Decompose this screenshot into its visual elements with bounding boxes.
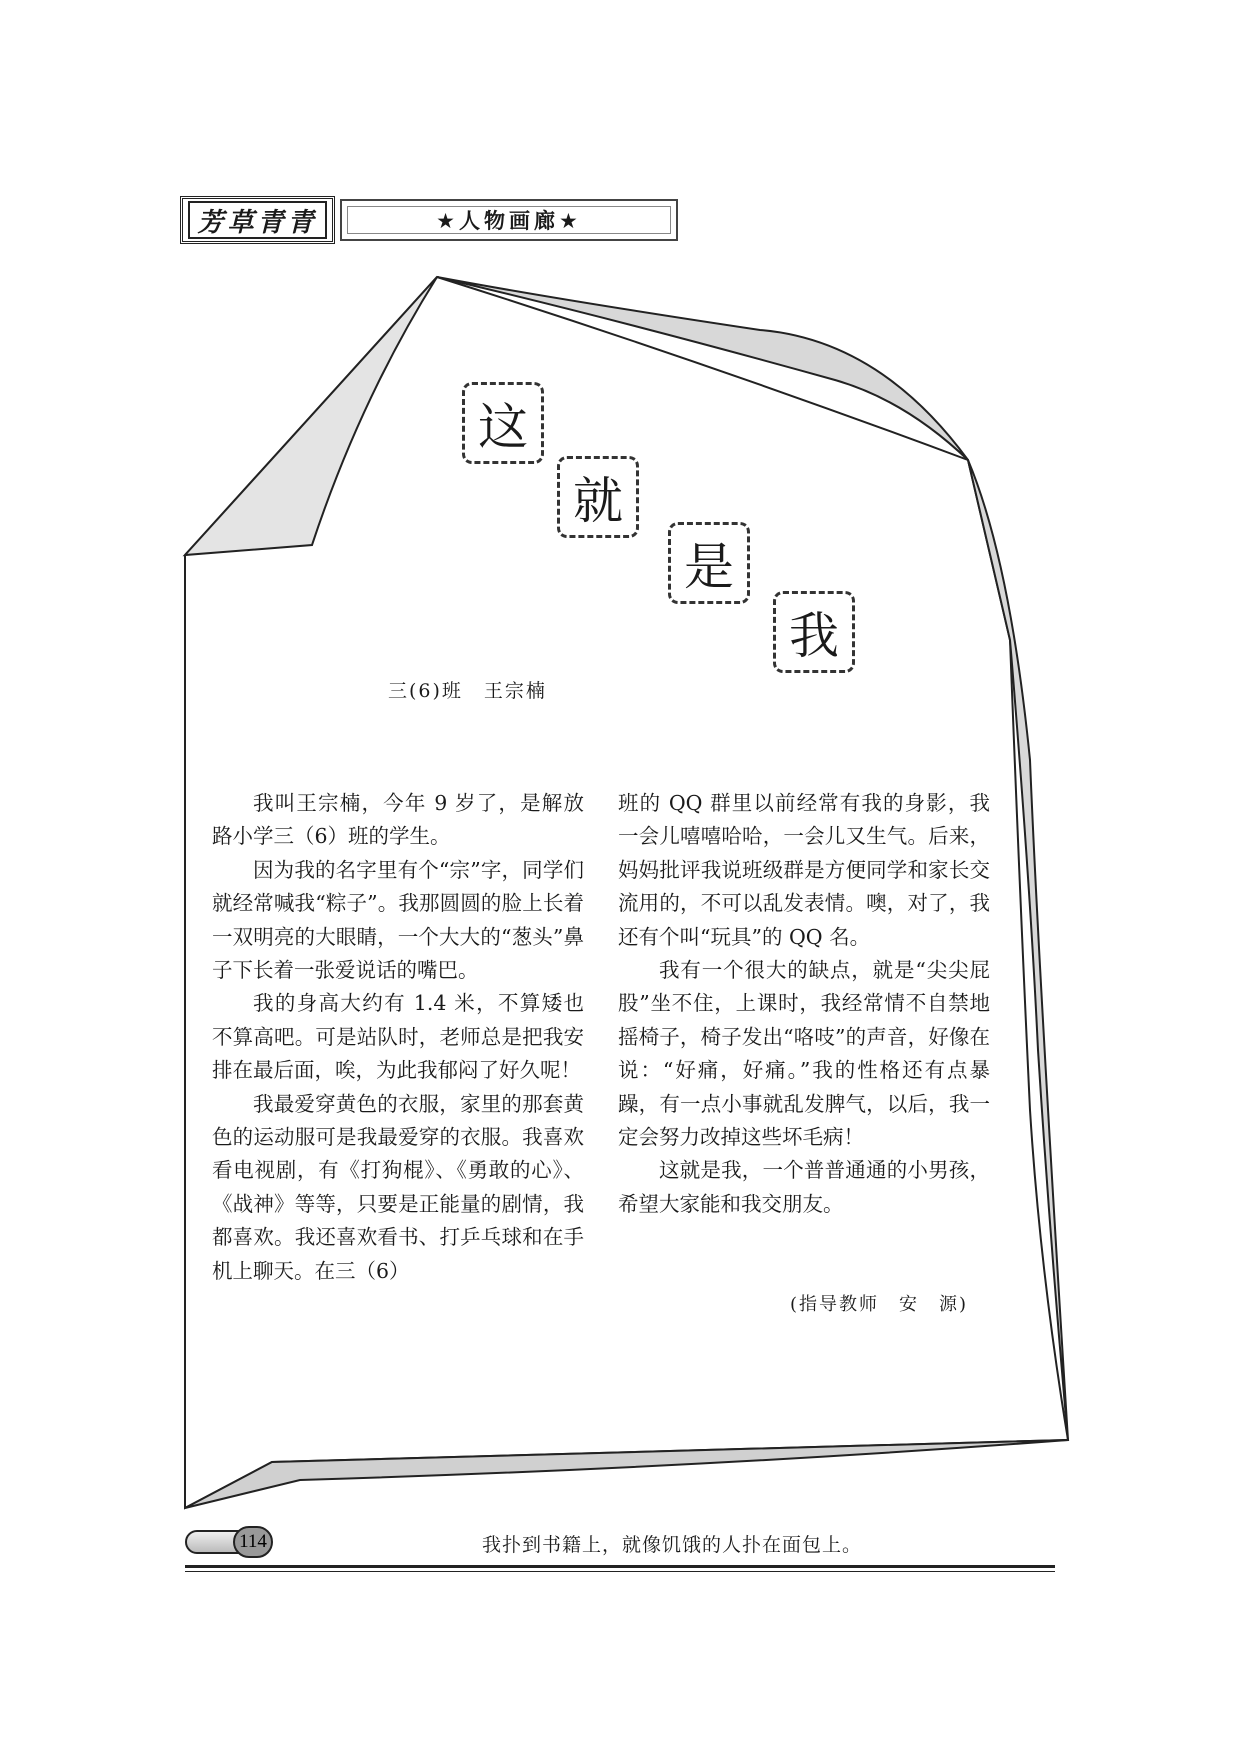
paragraph: 班的 QQ 群里以前经常有我的身影，我一会儿嘻嘻哈哈，一会儿又生气。后来，妈妈批评我说班级群是方便同学和家长交流用的，不可以乱发表情。噢，对了，我还有个叫“玩具”的 QQ 名。 [618,791,990,949]
paragraph: 我有一个很大的缺点，就是“尖尖屁股”坐不住，上课时，我经常情不自禁地摇椅子，椅子发出“咯吱”的声音，好像在说：“好痛，好痛。”我的性格还有点暴躁，有一点小事就乱发脾气，以后，我一定会努力改掉这些坏毛病！ [618,958,990,1150]
title-char-2: 就 [557,456,639,538]
paragraph: 我叫王宗楠，今年 9 岁了，是解放路小学三（6）班的学生。 [212,791,584,849]
right-column [618,787,990,1221]
footer-quote: 我扑到书籍上，就像饥饿的人扑在面包上。 [482,1534,863,1556]
page-number: 114 [233,1526,273,1558]
byline: 三(6)班 王宗楠 [388,680,547,702]
left-column [212,787,584,1288]
paragraph: 这就是我，一个普普通通的小男孩，希望大家能和我交朋友。 [618,1158,990,1216]
title-char-4: 我 [773,591,855,673]
paragraph: 我的身高大约有 1.4 米，不算矮也不算高吧。可是站队时，老师总是把我安排在最后面，唉，为此我郁闷了好久呢！ [212,991,584,1083]
title-char-3: 是 [668,522,750,604]
title-char-1: 这 [462,382,544,464]
paragraph: 因为我的名字里有个“宗”字，同学们就经常喊我“粽子”。我那圆圆的脸上长着一双明亮的大眼睛，一个大大的“葱头”鼻子下长着一张爱说话的嘴巴。 [212,857,584,983]
paragraph: 我最爱穿黄色的衣服，家里的那套黄色的运动服可是我最爱穿的衣服。我喜欢看电视剧，有《打狗棍》、《勇敢的心》、《战神》等等，只要是正能量的剧情，我都喜欢。我还喜欢看书、打乒乓球和在手机上聊天。在三（6） [212,1091,584,1283]
section-name: ★人物画廊★ [436,209,582,233]
column-name: 芳草青青 [188,201,327,239]
footer-rule-thick [185,1565,1055,1568]
footer-rule-thin [185,1571,1055,1572]
advisor-credit: (指导教师 安 源) [790,1294,969,1315]
